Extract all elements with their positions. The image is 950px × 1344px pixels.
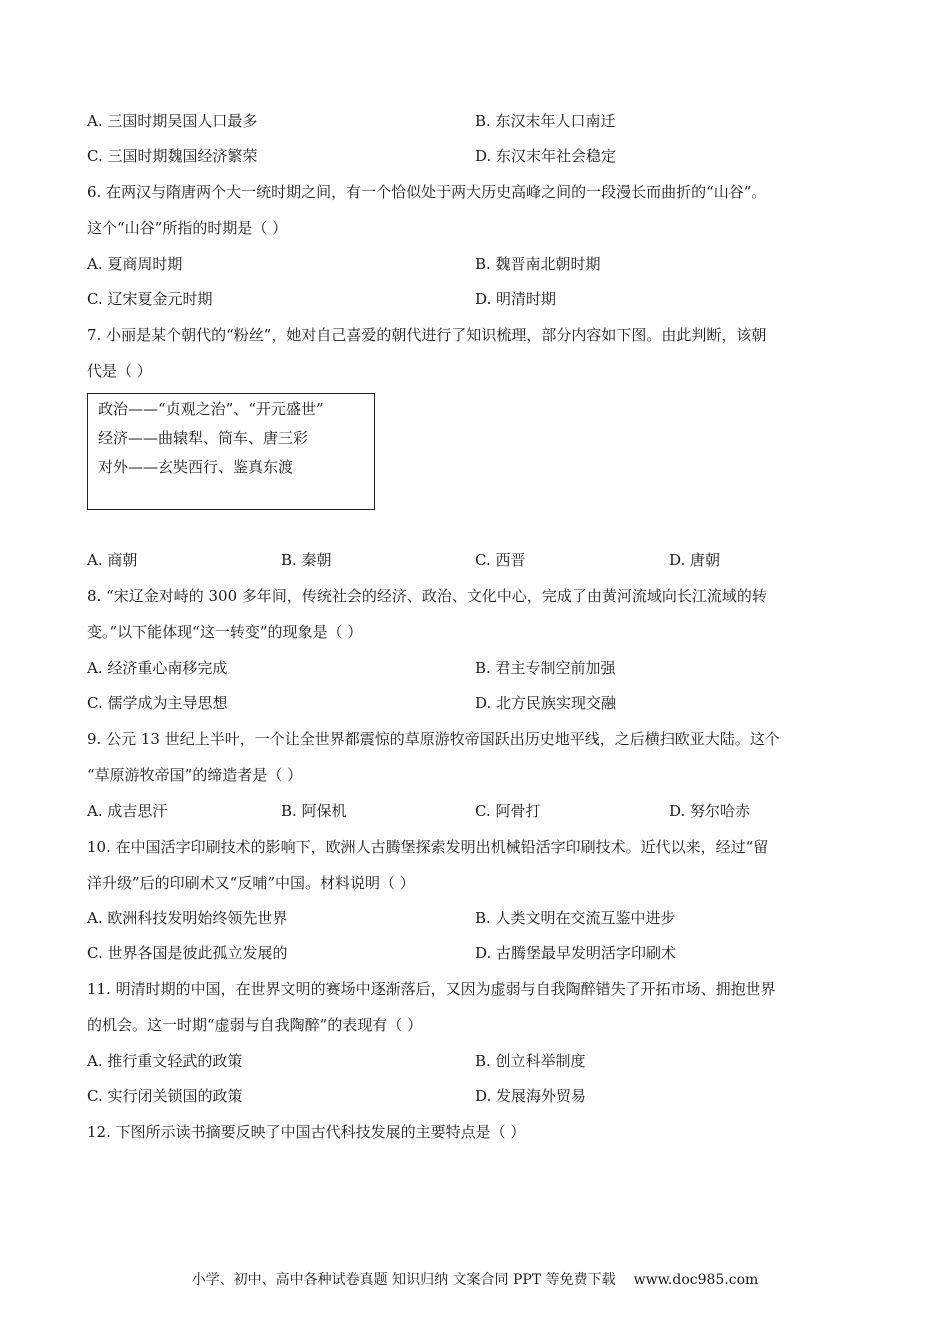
q7-stem-line1: 7. 小丽是某个朝代的“粉丝”，她对自己喜爱的朝代进行了知识梳理，部分内容如下图。由此判断，该朝 xyxy=(87,326,767,344)
q7-option-c: C. 西晋 xyxy=(475,551,526,569)
q8-option-a: A. 经济重心南移完成 xyxy=(87,659,228,677)
q8-option-b: B. 君主专制空前加强 xyxy=(475,659,616,677)
q9-option-a: A. 成吉思汗 xyxy=(87,802,168,820)
q6-option-c: C. 辽宋夏金元时期 xyxy=(87,290,213,308)
q11-option-d: D. 发展海外贸易 xyxy=(475,1087,587,1105)
q11-option-b: B. 创立科举制度 xyxy=(475,1052,586,1070)
q11-option-c: C. 实行闭关锁国的政策 xyxy=(87,1087,243,1105)
q6-option-a: A. 夏商周时期 xyxy=(87,255,183,273)
page-footer xyxy=(0,1269,950,1289)
q9-stem-line1: 9. 公元 13 世纪上半叶，一个让全世界都震惊的草原游牧帝国跃出历史地平线，之后横扫欧亚大陆。这个 xyxy=(87,730,780,748)
q11-option-a: A. 推行重文轻武的政策 xyxy=(87,1052,243,1070)
q10-option-d: D. 古腾堡最早发明活字印刷术 xyxy=(475,944,677,962)
q11-stem-line1: 11. 明清时期的中国，在世界文明的赛场中逐渐落后，又因为虚弱与自我陶醉错失了开拓市场、拥抱世界 xyxy=(87,980,776,998)
q6-option-b: B. 魏晋南北朝时期 xyxy=(475,255,601,273)
q5-option-a: A. 三国时期吴国人口最多 xyxy=(87,112,258,130)
q7-stem-line2: 代是（ ） xyxy=(87,362,152,380)
q9-option-c: C. 阿骨打 xyxy=(475,802,541,820)
q9-option-d: D. 努尔哈赤 xyxy=(669,802,751,820)
q6-stem-line2: 这个“山谷”所指的时期是（ ） xyxy=(87,219,288,237)
q7-box-economy: 经济——曲辕犁、筒车、唐三彩 xyxy=(98,429,309,447)
q8-option-c: C. 儒学成为主导思想 xyxy=(87,694,228,712)
q7-option-d: D. 唐朝 xyxy=(669,551,721,569)
q8-stem-line2: 变。”以下能体现“这一转变”的现象是（ ） xyxy=(87,623,363,641)
q10-option-b: B. 人类文明在交流互鉴中进步 xyxy=(475,909,676,927)
q10-option-a: A. 欧洲科技发明始终领先世界 xyxy=(87,909,288,927)
q5-option-d: D. 东汉末年社会稳定 xyxy=(475,147,617,165)
q7-option-b: B. 秦朝 xyxy=(281,551,332,569)
footer-url[interactable]: www.doc985.com xyxy=(633,1272,759,1288)
q8-option-d: D. 北方民族实现交融 xyxy=(475,694,617,712)
q7-box-politics: 政治——“贞观之治”、“开元盛世” xyxy=(98,400,324,418)
q10-option-c: C. 世界各国是彼此孤立发展的 xyxy=(87,944,288,962)
q6-option-d: D. 明清时期 xyxy=(475,290,557,308)
q5-option-c: C. 三国时期魏国经济繁荣 xyxy=(87,147,258,165)
q6-stem-line1: 6. 在两汉与隋唐两个大一统时期之间，有一个恰似处于两大历史高峰之间的一段漫长而曲折的“山谷”。 xyxy=(87,183,767,201)
q12-stem-line1: 12. 下图所示读书摘要反映了中国古代科技发展的主要特点是（ ） xyxy=(87,1123,526,1141)
q7-knowledge-box xyxy=(87,393,375,510)
q10-stem-line2: 洋升级”后的印刷术又“反哺”中国。材料说明（ ） xyxy=(87,874,415,892)
footer-text: 小学、初中、高中各种试卷真题 知识归纳 文案合同 PPT 等免费下载 xyxy=(191,1272,616,1288)
q7-option-a: A. 商朝 xyxy=(87,551,138,569)
q5-option-b: B. 东汉末年人口南迁 xyxy=(475,112,616,130)
q9-stem-line2: “草原游牧帝国”的缔造者是（ ） xyxy=(87,766,303,784)
q7-box-foreign: 对外——玄奘西行、鉴真东渡 xyxy=(98,458,294,476)
q10-stem-line1: 10. 在中国活字印刷技术的影响下，欧洲人古腾堡探索发明出机械铅活字印刷技术。近代以来，经过“留 xyxy=(87,838,769,856)
q9-option-b: B. 阿保机 xyxy=(281,802,347,820)
q8-stem-line1: 8. “宋辽金对峙的 300 多年间，传统社会的经济、政治、文化中心，完成了由黄河流域向长江流域的转 xyxy=(87,587,767,605)
q11-stem-line2: 的机会。这一时期“虚弱与自我陶醉”的表现有（ ） xyxy=(87,1016,423,1034)
